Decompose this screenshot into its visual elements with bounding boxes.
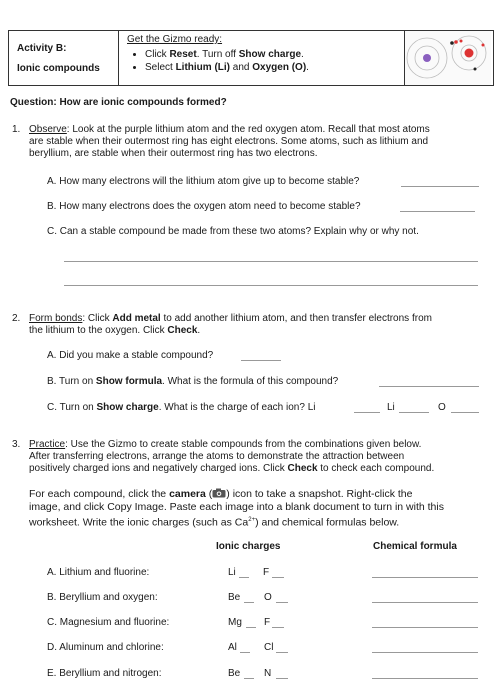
reset-label: Reset — [169, 49, 197, 60]
q2a-answer-blank[interactable] — [241, 360, 281, 361]
element-2: O — [264, 592, 272, 603]
text: . — [197, 325, 201, 336]
charge-superscript: 2+ — [248, 517, 256, 523]
table-row — [47, 617, 480, 631]
q3-heading: Practice — [29, 439, 66, 450]
q1-number: 1. — [12, 124, 21, 135]
col-chemical-formula: Chemical formula — [373, 541, 457, 552]
q1c-answer-line[interactable] — [64, 285, 478, 286]
q2-number: 2. — [12, 313, 21, 324]
activity-header — [8, 30, 494, 86]
q1-text — [29, 124, 430, 160]
charge-blank[interactable] — [272, 627, 284, 628]
q1c-text: C. Can a stable compound be made from these two atoms? Explain why or why not. — [47, 226, 419, 237]
setup-step — [145, 61, 404, 74]
q1a-text: A. How many electrons will the lithium atom give up to become stable? — [47, 176, 360, 187]
formula-blank[interactable] — [372, 577, 478, 578]
q2a-text: A. Did you make a stable compound? — [47, 350, 214, 361]
check-label: Check — [287, 463, 318, 474]
add-metal-label: Add metal — [112, 313, 161, 324]
text: . — [301, 49, 304, 60]
gizmo-thumbnail — [405, 31, 493, 85]
text: : Click — [82, 313, 113, 324]
q3-text — [29, 439, 434, 475]
instr-line: image, and click Copy Image. Paste each image into a blank document to turn in with this — [29, 501, 444, 513]
text: icon to take a snapshot. Right-click the — [229, 488, 413, 500]
charge-blank[interactable] — [276, 652, 288, 653]
atoms-thumbnail-icon — [405, 31, 491, 85]
gizmo-setup — [119, 31, 405, 85]
q1-line — [29, 124, 430, 136]
o-label: O — [438, 402, 446, 413]
element-2: N — [264, 668, 272, 679]
oxygen-label: Oxygen (O) — [252, 62, 307, 73]
camera-icon — [212, 488, 226, 498]
q1b-answer-blank[interactable] — [400, 211, 475, 212]
setup-title: Get the Gizmo ready: — [127, 34, 223, 45]
charge-blank[interactable] — [246, 627, 256, 628]
q3-line — [29, 463, 434, 475]
camera-label: camera — [169, 488, 206, 500]
text: and — [230, 62, 253, 73]
text: to check each compound. — [317, 463, 435, 474]
activity-label — [9, 31, 119, 85]
q2b-answer-blank[interactable] — [379, 386, 479, 387]
charge-blank[interactable] — [276, 678, 288, 679]
li-charge-blank[interactable] — [354, 412, 380, 413]
text: to add another lithium atom, and then transfer electrons from — [160, 313, 432, 324]
q3-number: 3. — [12, 439, 21, 450]
col-ionic-charges: Ionic charges — [216, 541, 281, 552]
q1-heading: Observe — [29, 124, 67, 135]
text: C. Turn on — [47, 402, 97, 413]
formula-blank[interactable] — [372, 602, 478, 603]
li-label: Li — [387, 402, 395, 413]
row-label: C. Magnesium and fluorine: — [47, 617, 170, 628]
setup-step — [145, 48, 404, 61]
element-2: Cl — [264, 642, 274, 653]
charge-blank[interactable] — [276, 602, 288, 603]
row-label: A. Lithium and fluorine: — [47, 567, 150, 578]
q2-text — [29, 313, 432, 337]
charge-blank[interactable] — [244, 602, 254, 603]
text: Click — [145, 49, 170, 60]
q1a-answer-blank[interactable] — [401, 186, 479, 187]
table-row — [47, 642, 480, 656]
main-question: Question: How are ionic compounds formed? — [10, 97, 227, 108]
text: : Use the Gizmo to create stable compounds from the combinations given below. — [65, 439, 422, 450]
table-row — [47, 668, 480, 682]
text: . What is the charge of each ion? Li — [158, 402, 316, 413]
q1c-answer-line[interactable] — [64, 261, 478, 262]
charge-blank[interactable] — [244, 678, 254, 679]
text: ) and chemical formulas below. — [255, 516, 400, 529]
table-row — [47, 592, 480, 606]
q1-line: beryllium, are stable when their outermost ring has two electrons. — [29, 148, 318, 159]
q2-heading: Form bonds — [29, 313, 83, 324]
element-1: Mg — [228, 617, 242, 628]
text: . — [306, 62, 309, 73]
instr-line — [29, 514, 444, 530]
charge-blank[interactable] — [239, 577, 249, 578]
q2b-text — [47, 376, 338, 387]
q1-line: are stable when their outermost ring has eight electrons. Some atoms, such as lithium and — [29, 136, 429, 147]
row-label: B. Beryllium and oxygen: — [47, 592, 158, 603]
element-1: Al — [228, 642, 237, 653]
text: . Turn off — [196, 49, 239, 60]
q3-line — [29, 439, 434, 451]
element-1: Be — [228, 592, 241, 603]
text: worksheet. Write the ionic charges (such as Ca — [29, 516, 249, 529]
element-2: F — [264, 617, 271, 628]
formula-blank[interactable] — [372, 678, 478, 679]
text: . What is the formula of this compound? — [162, 376, 339, 387]
q3-line: After transferring electrons, arrange the atoms to demonstrate the attraction between — [29, 451, 405, 462]
text: Select — [145, 62, 176, 73]
q2-line — [29, 313, 432, 325]
q3-instructions — [29, 488, 444, 530]
text: B. Turn on — [47, 376, 96, 387]
text: positively charged ions and negatively charged ions. Click — [29, 463, 288, 474]
activity-number: Activity B: — [17, 43, 67, 54]
setup-steps — [127, 48, 404, 74]
q1-line1: : Look at the purple lithium atom and the red oxygen atom. Recall that most atoms — [66, 124, 430, 135]
row-label: D. Aluminum and chlorine: — [47, 642, 164, 653]
o-charge-blank[interactable] — [451, 412, 479, 413]
charge-blank[interactable] — [272, 577, 284, 578]
instr-line: For each compound, click the camera ( ) icon to take a snapshot. Right-click the — [29, 488, 413, 500]
check-label: Check — [167, 325, 198, 336]
element-2: F — [263, 567, 270, 578]
text: For each compound, click the — [29, 488, 170, 500]
table-row — [47, 567, 480, 581]
q2c-text — [47, 402, 315, 413]
charge-blank[interactable] — [240, 652, 250, 653]
element-1: Be — [228, 668, 241, 679]
lithium-label: Lithium (Li) — [175, 62, 231, 73]
show-formula-label: Show formula — [95, 376, 163, 387]
activity-topic: Ionic compounds — [17, 63, 100, 74]
q2-line — [29, 325, 432, 337]
formula-blank[interactable] — [372, 652, 478, 653]
row-label: E. Beryllium and nitrogen: — [47, 668, 162, 679]
element-1: Li — [228, 567, 236, 578]
show-charge-label: Show charge — [238, 49, 302, 60]
li-charge-blank[interactable] — [399, 412, 429, 413]
show-charge-label: Show charge — [96, 402, 159, 413]
formula-blank[interactable] — [372, 627, 478, 628]
q1b-text: B. How many electrons does the oxygen atom need to become stable? — [47, 201, 361, 212]
text: the lithium to the oxygen. Click — [29, 325, 168, 336]
